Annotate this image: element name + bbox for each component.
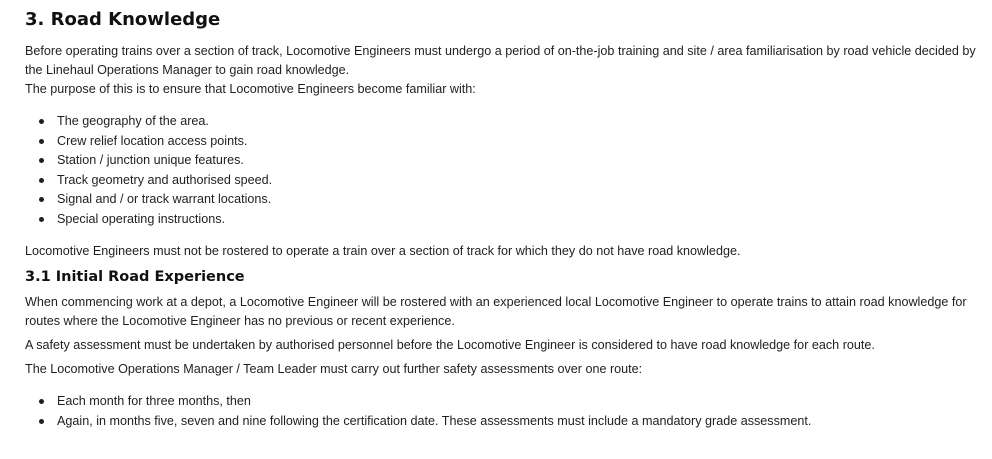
list-item: Each month for three months, then: [57, 392, 980, 412]
section-heading: 3. Road Knowledge: [25, 9, 221, 30]
rule-paragraph: Locomotive Engineers must not be rostered to operate a train over a section of track for which they do not have road knowledge.: [25, 244, 741, 258]
list-item: Again, in months five, seven and nine following the certification date. These assessments must include a mandatory grade assessment.: [57, 412, 980, 432]
intro-paragraph: Before operating trains over a section of track, Locomotive Engineers must undergo a period of on-the-job training and site / area familiarisation by road vehicle decided by the Linehaul Operations Manager to gain road knowledge.: [25, 44, 976, 77]
document-body: [25, 8, 980, 444]
familiarity-list: [25, 112, 980, 229]
initial-experience-paragraph: When commencing work at a depot, a Locomotive Engineer will be rostered with an experienced local Locomotive Engineer to operate trains to attain road knowledge for routes where the Locomotive Engineer has no previous or recent experience.: [25, 295, 967, 328]
further-assessment-paragraph: The Locomotive Operations Manager / Team Leader must carry out further safety assessments over one route:: [25, 362, 643, 376]
list-item: Special operating instructions.: [57, 210, 980, 230]
subsection-heading: 3.1 Initial Road Experience: [25, 269, 245, 285]
purpose-paragraph: The purpose of this is to ensure that Locomotive Engineers become familiar with:: [25, 82, 476, 96]
assessment-schedule-list: [25, 392, 980, 431]
list-item: Station / junction unique features.: [57, 151, 980, 171]
list-item: Signal and / or track warrant locations.: [57, 190, 980, 210]
list-item: Crew relief location access points.: [57, 132, 980, 152]
safety-assessment-paragraph: A safety assessment must be undertaken by authorised personnel before the Locomotive Engineer is considered to have road knowledge for each route.: [25, 338, 875, 352]
list-item: Track geometry and authorised speed.: [57, 171, 980, 191]
list-item: The geography of the area.: [57, 112, 980, 132]
